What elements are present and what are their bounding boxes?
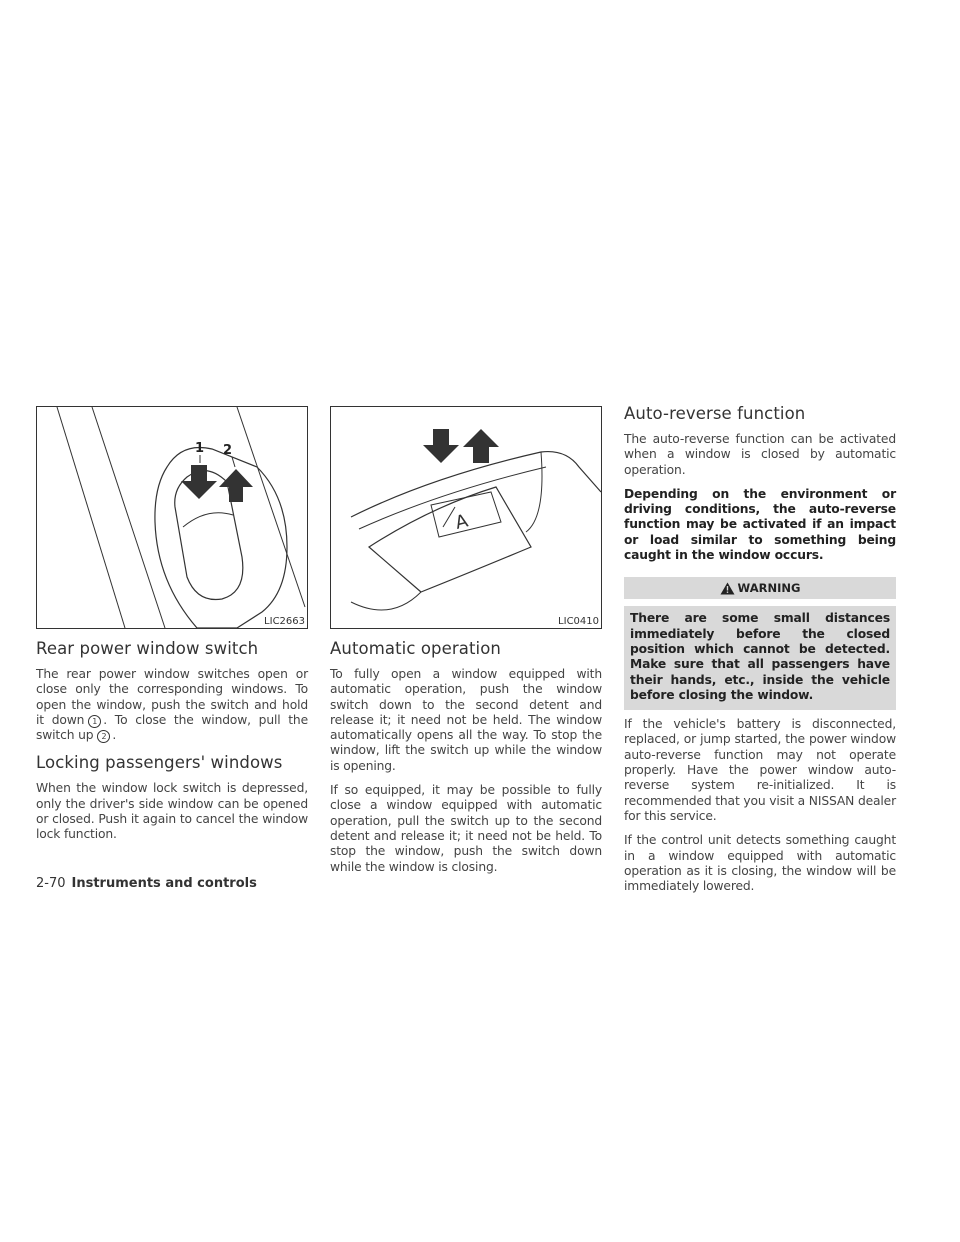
locking-paragraph: When the window lock switch is depressed, only the driver's side window can be opened or closed. Push it again to cancel the window lock function. — [36, 781, 308, 842]
column-right — [624, 404, 896, 894]
figure-code: LIC0410 — [558, 616, 599, 627]
figure-marker-2: 2 — [223, 443, 233, 458]
section-title-locking: Locking passengers' windows — [36, 753, 283, 773]
figure-code: LIC2663 — [264, 616, 305, 627]
warning-header — [624, 577, 896, 599]
figure-marker-1: 1 — [195, 441, 205, 456]
rear-switch-paragraph: The rear power window switches open or close only the corresponding windows. To open the window, push the switch and hold it down 1 . To close the window, pull the switch up 2 . — [36, 667, 308, 743]
figure-automatic — [330, 406, 602, 629]
footer-section-name: Instruments and controls — [71, 876, 257, 891]
section-title-automatic: Automatic operation — [330, 639, 501, 658]
column-middle — [330, 406, 602, 875]
section-title-auto-reverse: Auto-reverse function — [624, 404, 806, 423]
page-footer — [36, 876, 257, 891]
warning-triangle-icon — [720, 582, 735, 595]
auto-reverse-paragraph-3: If the control unit detects something caught in a window equipped with automatic operation as it is closing, the window will be immediately lowered. — [624, 833, 896, 894]
warning-label: WARNING — [737, 581, 801, 596]
step-marker-1: 1 — [88, 715, 101, 728]
automatic-switch-illustration — [331, 407, 601, 628]
automatic-paragraph-1: To fully open a window equipped with automatic operation, push the window switch down to the second detent and release it; it need not be held. The window automatically opens all the way. To stop the window, lift the switch up while the window is opening. — [330, 667, 602, 773]
column-left — [36, 406, 308, 843]
rear-switch-illustration — [37, 407, 307, 628]
step-marker-2: 2 — [97, 730, 110, 743]
section-title-rear-switch: Rear power window switch — [36, 639, 259, 658]
automatic-paragraph-2: If so equipped, it may be possible to fully close a window equipped with automatic operation, pull the switch up to the second detent and release it; it need not be held. To stop the window, push the switch down while the window is closing. — [330, 783, 602, 874]
auto-switch-label: A — [453, 510, 471, 534]
page-number: 2-70 — [36, 876, 66, 891]
auto-reverse-paragraph-1: The auto-reverse function can be activated when a window is closed by automatic operation. — [624, 432, 896, 477]
figure-rear-switch — [36, 406, 308, 629]
auto-reverse-bold-note: Depending on the environment or driving conditions, the auto-reverse function may be activated if an impact or load similar to something being caught in the window occurs. — [624, 486, 896, 563]
warning-text: There are some small distances immediately before the closed position which cannot be detected. Make sure that all passengers have their hands, etc., inside the vehicle before closing the window. — [624, 606, 896, 710]
auto-reverse-paragraph-2: If the vehicle's battery is disconnected, replaced, or jump started, the power window auto-reverse function may not operate properly. Have the power window auto-reverse system re-initialized. It is recommended that you visit a NISSAN dealer for this service. — [624, 717, 896, 823]
